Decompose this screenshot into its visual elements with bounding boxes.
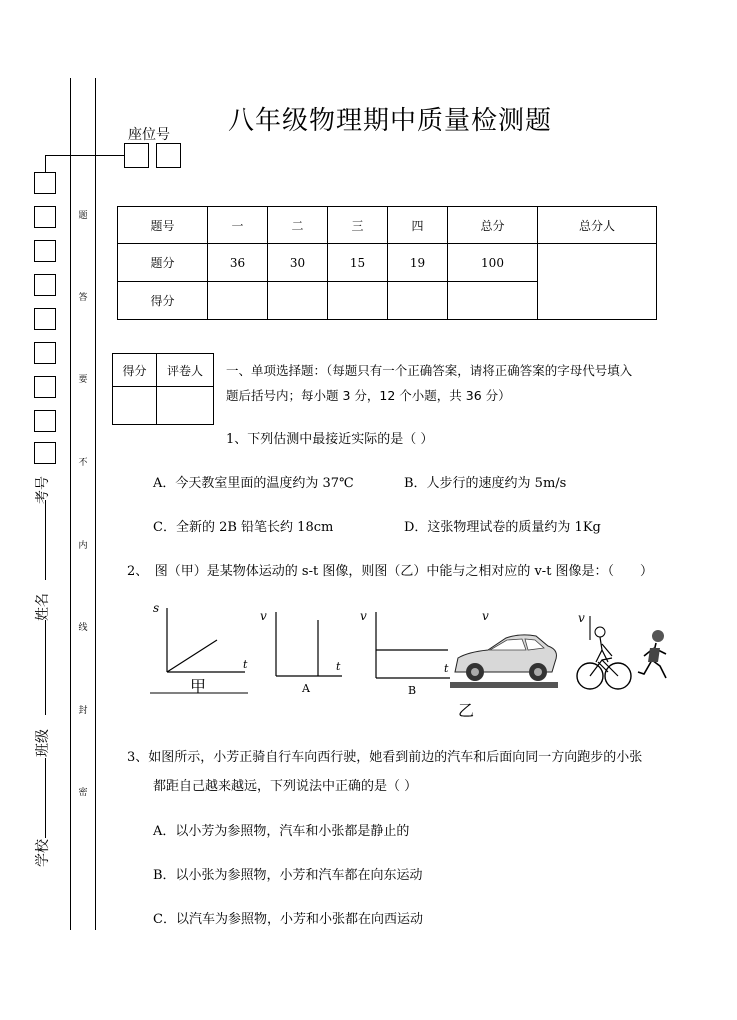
q3-stem-cont: 都距自己越来越远，下列说法中正确的是（ ） <box>153 779 418 794</box>
points-cell-total: 100 <box>448 244 538 282</box>
seal-char: 线 <box>78 623 88 633</box>
q1-option-d[interactable]: D．这张物理试卷的质量约为 1Kg <box>404 520 601 535</box>
row-label-question-number: 题号 <box>118 207 208 244</box>
seal-char: 封 <box>78 706 88 716</box>
signer-cell[interactable] <box>538 244 657 320</box>
points-cell: 36 <box>208 244 268 282</box>
score-cell[interactable] <box>328 282 388 320</box>
graph-b-axis-t: t <box>444 662 449 675</box>
seat-label: 座位号 <box>128 127 170 143</box>
graph-d-axis-v: v <box>578 611 585 625</box>
seal-char: 不 <box>78 458 88 468</box>
graph-jia-label: 甲 <box>190 677 207 696</box>
grader-name-label: 评卷人 <box>157 354 214 387</box>
graph-jia-axis-t: t <box>243 658 248 671</box>
seal-char: 题 <box>78 211 88 221</box>
q1-stem: 1、下列估测中最接近实际的是（ ） <box>226 432 434 447</box>
points-cell: 30 <box>268 244 328 282</box>
graph-b-axis-v: v <box>360 609 367 623</box>
car-illustration <box>450 635 558 688</box>
graph-cd-partial <box>482 609 590 640</box>
col-header-signer: 总分人 <box>538 207 657 244</box>
row-label-score: 得分 <box>118 282 208 320</box>
seal-char: 要 <box>78 375 88 385</box>
graph-a-axis-v: v <box>260 609 267 623</box>
binding-line-outer <box>70 78 71 930</box>
q1-option-b[interactable]: B．人步行的速度约为 5m/s <box>404 476 567 491</box>
q2-figure <box>150 600 690 720</box>
seat-connector <box>45 155 124 173</box>
q3-stem: 3、如图所示，小芳正骑自行车向西行驶，她看到前边的汽车和后面向同一方向跑步的小张 <box>127 750 643 765</box>
q1-option-c[interactable]: C．全新的 2B 铅笔长约 18cm <box>153 520 334 535</box>
points-cell: 15 <box>328 244 388 282</box>
graph-a-axis-t: t <box>336 660 341 673</box>
col-header-4: 四 <box>388 207 448 244</box>
q3-option-b[interactable]: B．以小张为参照物，小芳和汽车都在向东运动 <box>153 868 423 883</box>
seal-char: 密 <box>78 788 88 798</box>
grader-box <box>112 353 214 425</box>
graph-a <box>260 609 342 695</box>
q2-stem: 2、 图（甲）是某物体运动的 s-t 图像，则图（乙）中能与之相对应的 v-t 图像是：（ ） <box>127 564 654 579</box>
field-exam-number: 考号 <box>35 476 51 504</box>
q1-option-a[interactable]: A．今天教室里面的温度约为 37℃ <box>153 476 354 491</box>
score-cell[interactable] <box>208 282 268 320</box>
graph-b-label: B <box>408 684 417 697</box>
col-header-total: 总分 <box>448 207 538 244</box>
seat-box-1[interactable] <box>124 143 149 168</box>
q3-option-a[interactable]: A．以小芳为参照物，汽车和小张都是静止的 <box>153 824 410 839</box>
section-1-heading: 一、单项选择题：（每题只有一个正确答案，请将正确答案的字母代号填入 <box>226 363 633 378</box>
graph-c-axis-v: v <box>482 609 489 623</box>
graph-jia-axis-s: s <box>153 601 160 615</box>
col-header-1: 一 <box>208 207 268 244</box>
score-cell[interactable] <box>388 282 448 320</box>
runner-illustration <box>638 630 666 678</box>
seat-box-2[interactable] <box>156 143 181 168</box>
seal-char: 答 <box>78 293 88 303</box>
seal-char: 内 <box>78 541 88 551</box>
score-cell[interactable] <box>268 282 328 320</box>
graph-a-label: A <box>302 682 310 695</box>
graph-b <box>360 609 450 697</box>
graph-yi-label: 乙 <box>458 701 475 720</box>
row-label-points: 题分 <box>118 244 208 282</box>
field-line-name[interactable] <box>45 500 46 580</box>
grader-name-cell[interactable] <box>157 387 214 425</box>
field-name: 姓名 <box>35 593 51 621</box>
section-1-heading-cont: 题后括号内；每小题 3 分，12 个小题，共 36 分） <box>226 388 511 403</box>
points-cell: 19 <box>388 244 448 282</box>
field-class: 班级 <box>35 729 51 757</box>
binding-line-inner <box>95 78 96 930</box>
grader-score-cell[interactable] <box>113 387 157 425</box>
score-table <box>117 206 657 320</box>
score-cell-total[interactable] <box>448 282 538 320</box>
page-title: 八年级物理期中质量检测题 <box>228 106 553 136</box>
cyclist-illustration <box>577 627 631 689</box>
field-line-class[interactable] <box>45 620 46 715</box>
q3-option-c[interactable]: C．以汽车为参照物，小芳和小张都在向西运动 <box>153 912 423 927</box>
col-header-3: 三 <box>328 207 388 244</box>
field-school: 学校 <box>35 839 51 867</box>
field-line-school[interactable] <box>45 758 46 838</box>
col-header-2: 二 <box>268 207 328 244</box>
grader-score-label: 得分 <box>113 354 157 387</box>
